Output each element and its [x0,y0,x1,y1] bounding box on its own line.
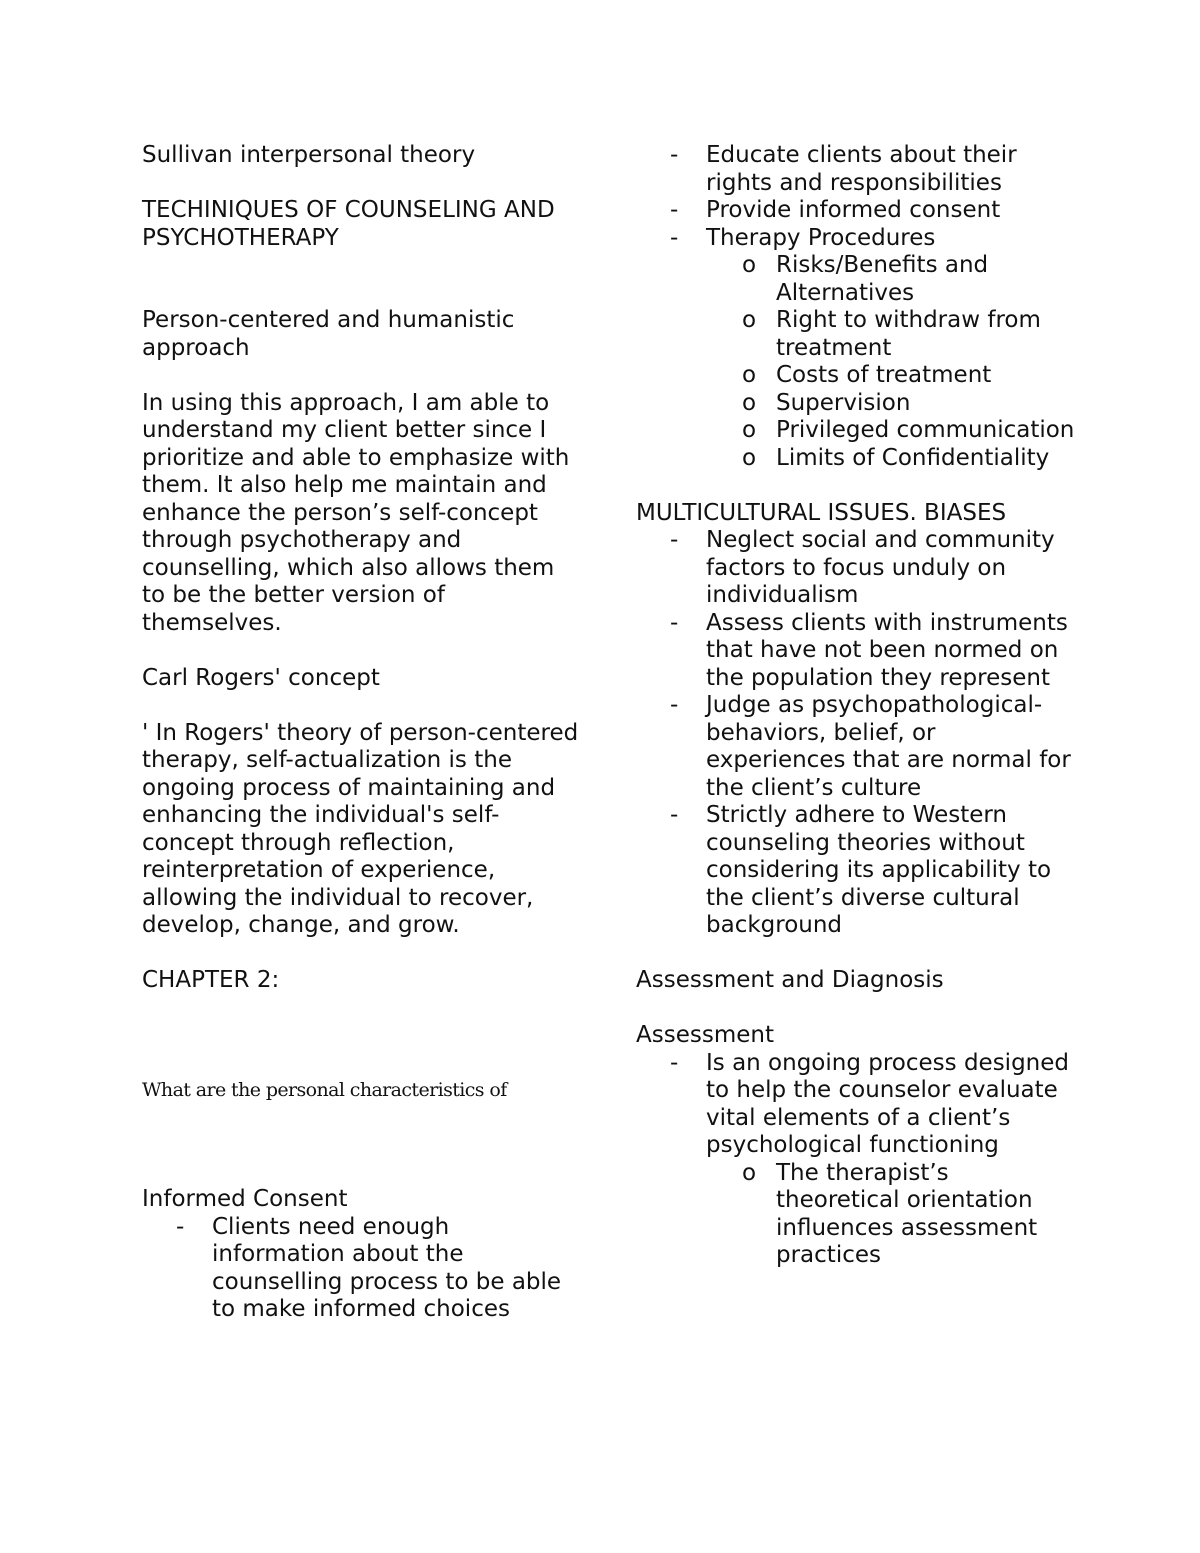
sub-list-item-text: Supervision [776,389,911,416]
list-item [636,802,1076,940]
heading-assessment: Assessment [636,1022,774,1048]
circle-bullet: o [742,362,757,388]
procedures-sublist [706,252,1076,472]
heading-assessment-diagnosis: Assessment and Diagnosis [636,967,944,993]
sub-list-item [706,1160,1076,1270]
circle-bullet: o [742,252,757,278]
list-item-text: Assess clients with instruments that have not been normed on the population they represent [706,609,1068,691]
paragraph-rogers: ' In Rogers' theory of person-centered therapy, self-actualization is the ongoing process of maintaining and enhancing the individual's self-concept through reflection, reinterpretation of experience, allowing the individual to recover, develop, change, and grow. [142,719,579,938]
sub-list-item [706,362,1076,390]
dash-bullet: - [670,609,679,636]
list-item [636,610,1076,693]
doc-title: Sullivan interpersonal theory [142,142,476,168]
dash-bullet: - [176,1213,185,1240]
list-item-text: Provide informed consent [706,197,1001,223]
consent-list [142,1214,582,1324]
heading-techniques: TECHINIQUES OF COUNSELING AND PSYCHOTHERAPY [142,197,555,251]
list-item-text: Judge as psychopathological-behaviors, belief, or experiences that are normal for the client’s culture [706,692,1071,801]
dash-bullet: - [670,802,679,828]
sub-list-item [706,307,1076,362]
dash-bullet: - [670,197,679,223]
list-item [142,1214,582,1324]
sub-list-item [706,417,1076,445]
sub-list-item [706,390,1076,418]
list-item-text: Strictly adhere to Western counseling theories without considering its applicability to the client’s diverse cultural background [706,802,1052,938]
paragraph-approach: In using this approach, I am able to understand my client better since I prioritize and able to emphasize with them. It also help me maintain and enhance the person’s self-concept through psychotherapy and counselling, which also allows them to be the better version of themselves. [142,389,570,636]
list-item [636,692,1076,802]
list-item [636,225,1076,473]
heading-person-centered: Person-centered and humanistic approach [142,307,515,361]
list-item-text: Clients need enough information about the counselling process to be able to make informed choices [212,1213,562,1322]
dash-bullet: - [670,142,679,168]
circle-bullet: o [742,307,757,333]
circle-bullet: o [742,1159,757,1186]
list-item [636,527,1076,610]
list-item-text: Neglect social and community factors to focus unduly on individualism [706,527,1055,608]
circle-bullet: o [742,389,757,416]
list-item-text: Educate clients about their rights and responsibilities [706,142,1017,196]
sub-list-item-text: Privileged communication [776,417,1075,443]
heading-chapter: CHAPTER 2: [142,967,280,993]
sub-list-item-text: Right to withdraw from treatment [776,307,1041,361]
list-item-text: Is an ongoing process designed to help the counselor evaluate vital elements of a client’s psychological functioning [706,1049,1070,1158]
dash-bullet: - [670,527,679,553]
sub-list-item-text: Limits of Confidentiality [776,444,1050,471]
list-item [636,197,1076,225]
sub-list-item-text: The therapist’s theoretical orientation influences assessment practices [776,1159,1038,1268]
right-column [636,142,1076,1270]
sub-list-item [706,445,1076,473]
circle-bullet: o [742,444,757,471]
circle-bullet: o [742,417,757,443]
assessment-list [636,1050,1076,1270]
heading-rogers: Carl Rogers' concept [142,664,380,691]
heading-multicultural: MULTICULTURAL ISSUES. BIASES [636,499,1007,526]
assessment-sublist [706,1160,1076,1270]
dash-bullet: - [670,224,679,251]
list-item [636,142,1076,197]
list-item [636,1050,1076,1270]
question-text: What are the personal characteristics of [142,1078,507,1101]
sub-list-item-text: Costs of treatment [776,362,992,388]
sub-list-item-text: Risks/Benefits and Alternatives [776,252,989,306]
dash-bullet: - [670,692,679,718]
dash-bullet: - [670,1049,679,1076]
sub-list-item [706,252,1076,307]
left-column [142,142,582,1324]
consent-details-list [636,142,1076,472]
list-item-text: Therapy Procedures [706,224,936,251]
heading-informed-consent: Informed Consent [142,1186,348,1212]
biases-list [636,527,1076,940]
